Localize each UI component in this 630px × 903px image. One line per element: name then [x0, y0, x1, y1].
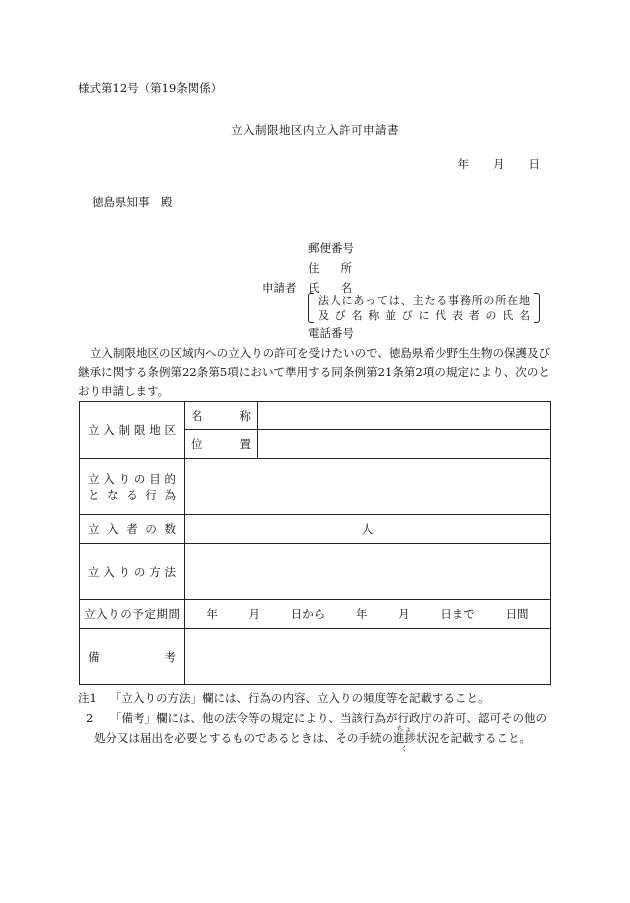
addressee: 徳島県知事 殿	[92, 195, 173, 209]
count-label-cell	[80, 515, 185, 544]
form-number: 様式第12号（第19条関係）	[78, 81, 223, 95]
period-days: 日間	[505, 607, 529, 621]
date-day: 日	[528, 157, 540, 171]
period-end-day: 日まで	[440, 607, 475, 621]
ruby-progress	[393, 725, 416, 753]
bracket-left	[308, 293, 314, 323]
area-name-label: 名 称	[191, 408, 251, 423]
note-1-number: 注1	[78, 691, 97, 705]
name-label: 氏 名	[308, 281, 352, 295]
method-label-cell	[80, 544, 185, 600]
note-2-cont-pre: 処分又は届出を必要とするものであるときは、その手続の	[94, 731, 393, 745]
corporate-note-line-1: 法人にあっては、主たる事務所の所在地	[318, 294, 530, 307]
corporate-note-line-2: 及び名称並びに代表者の氏名	[318, 309, 530, 322]
note-1-text: 「立入りの方法」欄には、行為の内容、立入りの頻度等を記載すること。	[110, 691, 490, 705]
remarks-label-1: 備	[88, 649, 100, 664]
note-2	[78, 708, 558, 728]
area-label-cell	[80, 402, 185, 459]
remarks-label-2: 考	[164, 649, 176, 664]
purpose-field[interactable]	[185, 459, 551, 515]
count-unit: 人	[361, 522, 374, 536]
document-title: 立入制限地区内立入許可申請書	[231, 123, 399, 137]
remarks-label-cell	[80, 629, 185, 685]
period-label-cell	[80, 600, 185, 629]
phone-label: 電話番号	[308, 326, 354, 340]
period-field[interactable]	[185, 600, 551, 629]
period-end-month: 月	[398, 607, 410, 621]
period-label: 立入りの予定期間	[84, 607, 180, 621]
method-field[interactable]	[185, 544, 551, 600]
date-line	[458, 156, 541, 172]
application-statement: 立入制限地区の区域内への立入りの許可を受けたいので、徳島県希少野生生物の保護及び継承に関する条例第22条第5項において準用する同条例第21条第2項の規定により、次のとおり申請します。	[78, 346, 550, 398]
note-2-continuation	[78, 725, 558, 753]
period-end-year: 年	[355, 607, 368, 621]
purpose-label-line-2: となる行為	[88, 487, 176, 502]
note-2-cont-post: 状況を記載すること。	[416, 731, 531, 745]
notes	[78, 688, 558, 753]
ruby-base: 進捗	[393, 731, 416, 745]
corporate-note	[308, 293, 540, 323]
count-label: 立入者の数	[88, 522, 176, 536]
applicant-lead: 申請者	[262, 281, 297, 295]
purpose-label-line-1: 立入りの目的	[88, 471, 176, 486]
period-start-year: 年	[206, 607, 218, 621]
purpose-label-cell	[80, 459, 185, 515]
count-field[interactable]	[185, 515, 551, 544]
ruby-reading: ちょく	[396, 725, 413, 753]
application-table	[79, 401, 551, 685]
area-location-label-cell	[185, 430, 258, 459]
postal-label: 郵便番号	[308, 241, 354, 255]
period-start-month: 月	[248, 607, 261, 621]
applicant-block	[262, 238, 354, 298]
date-month: 月	[493, 157, 505, 171]
note-1	[78, 688, 558, 708]
note-2-text: 「備考」欄には、他の法令等の規定により、当該行為が行政庁の許可、認可その他の	[110, 711, 547, 725]
area-location-field[interactable]	[258, 430, 551, 459]
area-location-label: 位 置	[191, 437, 251, 451]
period-start-day: 日から	[290, 607, 326, 621]
remarks-field[interactable]	[185, 629, 551, 685]
bracket-right	[534, 293, 540, 323]
area-name-field[interactable]	[258, 402, 551, 430]
note-2-number: 2	[86, 711, 94, 725]
method-label: 立入りの方法	[88, 564, 176, 579]
area-name-label-cell	[185, 402, 258, 430]
address-label: 住 所	[308, 261, 352, 275]
area-label: 立入制限地区	[88, 423, 176, 437]
date-year: 年	[457, 157, 469, 171]
